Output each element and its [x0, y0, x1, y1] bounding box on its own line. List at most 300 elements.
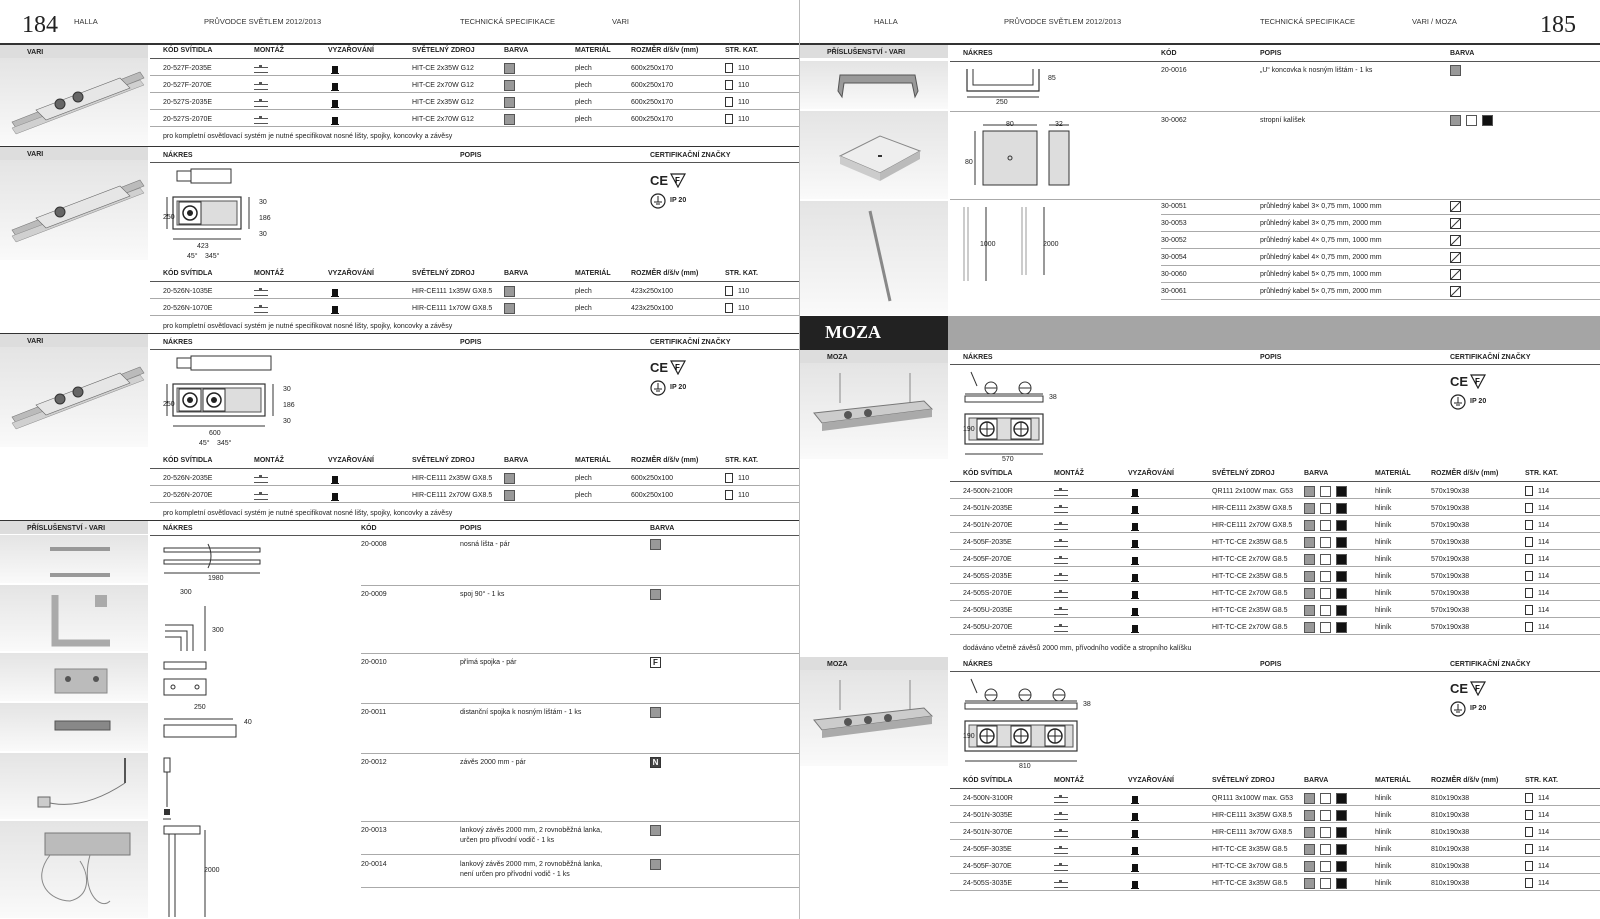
dimensions: 810x190x38 [1431, 812, 1470, 819]
color-swatch-gray [504, 97, 515, 108]
accessory-drawing [0, 653, 148, 701]
color-swatch-white [1320, 554, 1331, 565]
accessories-section [800, 44, 1600, 316]
catalog-page: 114 [1538, 505, 1550, 512]
page-number: 184 [22, 12, 58, 38]
dim-label: 250 [194, 704, 206, 711]
catalog-page: 110 [738, 82, 750, 89]
transparent-swatch-icon [1450, 218, 1461, 231]
row-divider [361, 887, 799, 888]
color-swatch-gray [1304, 486, 1315, 497]
description-header: POPIS [1260, 661, 1282, 668]
mounting-icon [1054, 831, 1068, 837]
col-header: SVĚTELNÝ ZDROJ [412, 270, 475, 277]
color-swatch-white [1320, 503, 1331, 514]
technical-drawing [163, 354, 295, 451]
product-code: 20-527S-2070E [163, 116, 213, 123]
rail-drawing [163, 543, 263, 579]
dimensions: 810x190x38 [1431, 829, 1470, 836]
col-header: ROZMĚR d/š/v (mm) [1431, 470, 1499, 477]
catalog-page: 110 [738, 65, 750, 72]
lamp-drawing [800, 680, 948, 752]
mounting-icon [254, 101, 268, 107]
catalog-page-icon [1525, 878, 1533, 888]
col-header: MATERIÁL [575, 47, 611, 54]
col-header: VYZAŘOVÁNÍ [1128, 470, 1174, 477]
beam-icon [1132, 574, 1138, 581]
mounting-icon [1054, 626, 1068, 632]
material: hliník [1375, 573, 1392, 580]
dim-label: 250 [163, 214, 175, 221]
color-swatch-white [1320, 588, 1331, 599]
color-swatch-white [1320, 827, 1331, 838]
dim-label: 2000 [204, 867, 220, 874]
color-swatch-gray [504, 303, 515, 314]
product-title: VARI / MOZA [1412, 17, 1457, 26]
dimensions: 810x190x38 [1431, 863, 1470, 870]
catalog-page: 114 [1538, 590, 1550, 597]
cup-drawing [963, 121, 1073, 191]
dimensions: 570x190x38 [1431, 590, 1470, 597]
col-header: MONTÁŽ [1054, 777, 1084, 784]
col-header: STR. KAT. [725, 457, 758, 464]
mounting-icon [1054, 575, 1068, 581]
catalog-page: 110 [738, 288, 750, 295]
accessory-drawing [0, 535, 148, 583]
catalog-page: 114 [1538, 880, 1550, 887]
beam-icon [1132, 796, 1138, 803]
color-swatch-black [1336, 588, 1347, 599]
col-header: BARVA [504, 47, 529, 54]
header-divider [950, 671, 1600, 672]
dim-label: 190 [963, 733, 975, 740]
row-divider [361, 703, 799, 704]
f-mark-icon [1470, 374, 1486, 391]
left-header [0, 0, 799, 44]
dimensions: 600x250x170 [631, 65, 674, 72]
cable-code: 30-0054 [1161, 254, 1187, 261]
ip-rating: IP 20 [670, 197, 687, 204]
catalog-page-icon [725, 303, 733, 313]
light-source: HIR-CE111 2x70W GX8.5 [412, 492, 493, 499]
accessory-code: 20-0013 [361, 827, 387, 834]
row-divider [950, 583, 1600, 584]
row-divider [361, 821, 799, 822]
row-divider [150, 315, 799, 316]
color-swatch-black [1336, 486, 1347, 497]
color-swatch-gray [1304, 861, 1315, 872]
catalog-page-icon [1525, 605, 1533, 615]
color-swatch-gray [1304, 571, 1315, 582]
catalog-page: 114 [1538, 812, 1550, 819]
section-label: PŘÍSLUŠENSTVÍ - VARI [800, 45, 948, 58]
product-code: 24-505U-2035E [963, 607, 1013, 614]
color-swatch-white [1466, 115, 1477, 126]
catalog-page-icon [725, 114, 733, 124]
color-swatch-white [1320, 622, 1331, 633]
catalog-page: 114 [1538, 846, 1550, 853]
catalog-page: 110 [738, 475, 750, 482]
dim-label: 250 [163, 401, 175, 408]
cable-description: průhledný kabel 4× 0,75 mm, 1000 mm [1260, 237, 1382, 244]
catalog-page: 114 [1538, 624, 1550, 631]
product-photo [800, 363, 948, 459]
color-swatch-gray [504, 80, 515, 91]
material: hliník [1375, 829, 1392, 836]
ground-icon [1450, 701, 1466, 719]
accessory-code: 20-0012 [361, 759, 387, 766]
f-mark-icon [1470, 681, 1486, 698]
product-code: 20-526N-1035E [163, 288, 213, 295]
col-header: SVĚTELNÝ ZDROJ [412, 47, 475, 54]
mounting-icon [1054, 524, 1068, 530]
mounting-icon [254, 307, 268, 313]
catalog-page-icon [725, 286, 733, 296]
mounting-icon [1054, 814, 1068, 820]
header-divider [150, 162, 799, 163]
beam-icon [332, 493, 338, 500]
accessory-description: stropní kalíšek [1260, 117, 1306, 124]
right-header [800, 0, 1600, 44]
material: hliník [1375, 795, 1392, 802]
row-divider [1161, 282, 1600, 283]
section-label: VARI [0, 334, 148, 347]
accessory-code: 20-0016 [1161, 67, 1187, 74]
code-header: KÓD [1161, 50, 1177, 57]
technical-drawing [963, 677, 1085, 769]
transparent-swatch-icon [1450, 286, 1461, 299]
color-swatch-black [1336, 861, 1347, 872]
product-photo [0, 58, 148, 145]
color-swatch-gray [1304, 503, 1315, 514]
beam-icon [1132, 625, 1138, 632]
description-header: POPIS [460, 339, 482, 346]
dimensions: 570x190x38 [1431, 539, 1470, 546]
mounting-icon [254, 477, 268, 483]
lamp-drawing [0, 347, 148, 447]
row-divider [150, 126, 799, 127]
dim-label: 38 [1083, 701, 1091, 708]
product-code: 20-527F-2070E [163, 82, 212, 89]
color-swatch-gray [504, 286, 515, 297]
svg-text:F: F [675, 363, 680, 372]
beam-icon [332, 83, 338, 90]
beam-icon [1132, 830, 1138, 837]
dimensions: 570x190x38 [1431, 607, 1470, 614]
svg-text:F: F [1475, 377, 1480, 386]
light-source: HIT-TC-CE 2x35W G8.5 [1212, 573, 1288, 580]
row-divider [150, 502, 799, 503]
light-source: HIT-CE 2x70W G12 [412, 116, 474, 123]
catalog-page-icon [1525, 520, 1533, 530]
color-swatch-white [1320, 810, 1331, 821]
row-divider [950, 822, 1600, 823]
beam-icon [332, 100, 338, 107]
color-swatch-gray [504, 63, 515, 74]
color-swatch-gray [1304, 810, 1315, 821]
color-swatch-gray [504, 114, 515, 125]
accessory-drawing [0, 585, 148, 651]
beam-icon [332, 289, 338, 296]
catalog-page-icon [1525, 588, 1533, 598]
material: hliník [1375, 846, 1392, 853]
svg-text:F: F [675, 176, 680, 185]
dim-label: 85 [1048, 75, 1056, 82]
color-swatch-white [1320, 844, 1331, 855]
drawing-header: NÁKRES [963, 50, 993, 57]
dim-label: 300 [212, 627, 224, 634]
cable-description: průhledný kabel 4× 0,75 mm, 2000 mm [1260, 254, 1382, 261]
light-source: HIT-TC-CE 2x35W G8.5 [1212, 607, 1288, 614]
guide-title: PRŮVODCE SVĚTLEM 2012/2013 [1004, 17, 1122, 26]
light-source: HIT-TC-CE 2x70W G8.5 [1212, 590, 1288, 597]
light-source: HIT-TC-CE 2x35W G8.5 [1212, 539, 1288, 546]
dim-label: 1000 [980, 241, 996, 248]
dim-label: 30 [259, 199, 267, 206]
cable-code: 30-0061 [1161, 288, 1187, 295]
description-header: POPIS [460, 525, 482, 532]
accessory-code: 20-0008 [361, 541, 387, 548]
material: hliník [1375, 624, 1392, 631]
color-swatch-white [1320, 486, 1331, 497]
header-divider [150, 535, 799, 536]
accessory-drawing [800, 111, 948, 199]
material: hliník [1375, 880, 1392, 887]
dim-label: 30 [259, 231, 267, 238]
color-swatch-gray [1304, 554, 1315, 565]
mounting-icon [1054, 592, 1068, 598]
color-swatch-black [1336, 844, 1347, 855]
page-number: 185 [1540, 12, 1576, 38]
col-header: VYZAŘOVÁNÍ [328, 457, 374, 464]
catalog-page-icon [1525, 554, 1533, 564]
row-divider [361, 585, 799, 586]
dim-label: 186 [259, 215, 271, 222]
dim-label: 30 [283, 418, 291, 425]
note: pro kompletní osvětlovací systém je nutné specifikovat nosné lišty, spojky, koncovky a závěsy [163, 510, 453, 517]
accessory-code: 20-0011 [361, 709, 387, 716]
color-swatch-gray [650, 859, 661, 870]
material: hliník [1375, 590, 1392, 597]
catalog-page-icon [1525, 861, 1533, 871]
row-divider [1161, 248, 1600, 249]
f-mark-icon [670, 173, 686, 190]
color-swatch-gray [1304, 793, 1315, 804]
catalog-page-icon [725, 63, 733, 73]
dim-label: 423 [197, 243, 209, 250]
accessory-description: závěs 2000 mm - pár [460, 759, 526, 766]
row-divider [950, 549, 1600, 550]
header-divider [150, 349, 799, 350]
accessory-photo [0, 653, 148, 701]
accessory-drawing [800, 61, 948, 109]
row-divider [950, 515, 1600, 516]
color-header: BARVA [650, 525, 675, 532]
ce-mark-icon: CE [1450, 681, 1469, 696]
transparent-swatch-icon [1450, 269, 1461, 282]
lamp-drawing [800, 373, 948, 445]
accessory-photo [0, 703, 148, 751]
catalog-page: 110 [738, 99, 750, 106]
row-divider [1161, 265, 1600, 266]
col-header: STR. KAT. [1525, 470, 1558, 477]
col-header: STR. KAT. [725, 47, 758, 54]
color-swatch-black [1336, 537, 1347, 548]
symbol-F-icon: F [650, 657, 661, 668]
dim-label: 30 [283, 386, 291, 393]
accessory-photo [800, 201, 948, 315]
mounting-icon [1054, 797, 1068, 803]
col-header: MONTÁŽ [254, 47, 284, 54]
dim-label: 190 [963, 426, 975, 433]
light-source: HIT-TC-CE 3x35W G8.5 [1212, 880, 1288, 887]
col-header: MONTÁŽ [254, 457, 284, 464]
mounting-icon [1054, 541, 1068, 547]
header-divider [950, 788, 1600, 789]
ground-icon [650, 193, 666, 211]
cable-code: 30-0053 [1161, 220, 1187, 227]
col-header: BARVA [1304, 777, 1329, 784]
mounting-icon [254, 290, 268, 296]
dim-label: 32 [1055, 121, 1063, 128]
catalog-page-icon [1525, 844, 1533, 854]
catalog-page-icon [1525, 486, 1533, 496]
material: hliník [1375, 488, 1392, 495]
dimensions: 570x190x38 [1431, 505, 1470, 512]
accessory-photo [0, 585, 148, 651]
ground-icon [650, 380, 666, 398]
col-header: STR. KAT. [1525, 777, 1558, 784]
material: plech [575, 492, 592, 499]
material: hliník [1375, 539, 1392, 546]
product-code: 24-505S-3035E [963, 880, 1013, 887]
moza-section [800, 657, 1600, 919]
drawing-header: NÁKRES [963, 354, 993, 361]
col-header: KÓD SVÍTIDLA [163, 47, 213, 54]
material: plech [575, 475, 592, 482]
accessory-drawing [0, 753, 148, 819]
material: hliník [1375, 812, 1392, 819]
row-divider [361, 753, 799, 754]
certification-header: CERTIFIKAČNÍ ZNAČKY [650, 152, 731, 159]
vari-section-1 [0, 44, 799, 146]
catalog-page-icon [1525, 537, 1533, 547]
row-divider [950, 805, 1600, 806]
catalog-page: 114 [1538, 556, 1550, 563]
material: plech [575, 116, 592, 123]
material: plech [575, 65, 592, 72]
dimensions: 810x190x38 [1431, 795, 1470, 802]
dim-label: 80 [1006, 121, 1014, 128]
accessory-description: lankový závěs 2000 mm, 2 rovnoběžná lanka, [460, 861, 603, 868]
color-swatch-black [1336, 622, 1347, 633]
spec-title: TECHNICKÁ SPECIFIKACE [460, 17, 556, 26]
dimensions: 600x250x170 [631, 82, 674, 89]
accessory-photo [0, 821, 148, 918]
row-divider [150, 109, 799, 110]
product-code: 24-505F-2070E [963, 556, 1012, 563]
drawing-header: NÁKRES [163, 339, 193, 346]
row-divider [150, 298, 799, 299]
ce-mark-icon: CE [1450, 374, 1469, 389]
light-source: HIT-TC-CE 3x35W G8.5 [1212, 846, 1288, 853]
row-divider [950, 199, 1600, 200]
header-divider [950, 364, 1600, 365]
beam-icon [332, 66, 338, 73]
drawing-header: NÁKRES [963, 661, 993, 668]
beam-icon [1132, 557, 1138, 564]
dim-label: 345° [217, 440, 232, 447]
dimensions: 423x250x100 [631, 288, 674, 295]
color-swatch-white [1320, 878, 1331, 889]
color-swatch-white [1320, 861, 1331, 872]
color-swatch-white [1320, 520, 1331, 531]
accessories-section [0, 520, 799, 919]
transparent-swatch-icon [1450, 252, 1461, 265]
dim-label: 600 [209, 430, 221, 437]
certification-header: CERTIFIKAČNÍ ZNAČKY [1450, 354, 1531, 361]
col-header: BARVA [504, 270, 529, 277]
accessory-description: určen pro přívodní vodič - 1 ks [460, 837, 555, 844]
dimensions: 570x190x38 [1431, 488, 1470, 495]
row-divider [950, 634, 1600, 635]
light-source: HIR-CE111 2x70W GX8.5 [1212, 522, 1293, 529]
color-swatch-gray [1304, 827, 1315, 838]
certification-header: CERTIFIKAČNÍ ZNAČKY [1450, 661, 1531, 668]
transparent-swatch-icon [1450, 235, 1461, 248]
accessory-description: není určen pro přívodní vodič - 1 ks [460, 871, 570, 878]
product-code: 24-505F-3035E [963, 846, 1012, 853]
dimensions: 423x250x100 [631, 305, 674, 312]
dim-label: 2000 [1043, 241, 1059, 248]
color-swatch-gray [1450, 65, 1461, 76]
product-code: 20-527S-2035E [163, 99, 213, 106]
f-mark-icon [670, 360, 686, 377]
beam-icon [1132, 813, 1138, 820]
row-divider [950, 532, 1600, 533]
vari-section [0, 333, 799, 516]
header-divider [150, 281, 799, 282]
row-divider [150, 92, 799, 93]
catalog-page: 114 [1538, 795, 1550, 802]
light-source: HIR-CE111 3x35W GX8.5 [1212, 812, 1293, 819]
dim-label: 186 [283, 402, 295, 409]
certification-header: CERTIFIKAČNÍ ZNAČKY [650, 339, 731, 346]
mounting-icon [254, 494, 268, 500]
col-header: KÓD SVÍTIDLA [963, 777, 1013, 784]
light-source: HIT-TC-CE 3x70W G8.5 [1212, 863, 1288, 870]
spec-title: TECHNICKÁ SPECIFIKACE [1260, 17, 1356, 26]
header-divider [950, 481, 1600, 482]
color-swatch-white [1320, 537, 1331, 548]
drawing-header: NÁKRES [163, 152, 193, 159]
brand: HALLA [874, 17, 898, 26]
color-swatch-black [1336, 827, 1347, 838]
color-swatch-white [1320, 571, 1331, 582]
product-code: 24-505S-2070E [963, 590, 1013, 597]
light-source: HIT-CE 2x35W G12 [412, 65, 474, 72]
light-source: HIT-CE 2x70W G12 [412, 82, 474, 89]
note: pro kompletní osvětlovací systém je nutné specifikovat nosné lišty, spojky, koncovky a závěsy [163, 133, 453, 140]
color-swatch-black [1336, 503, 1347, 514]
col-header: SVĚTELNÝ ZDROJ [412, 457, 475, 464]
lamp-drawing [0, 58, 148, 145]
catalog-page: 114 [1538, 522, 1550, 529]
technical-drawing [163, 167, 271, 264]
row-divider [950, 856, 1600, 857]
dim-label: 80 [965, 159, 973, 166]
beam-icon [1132, 489, 1138, 496]
